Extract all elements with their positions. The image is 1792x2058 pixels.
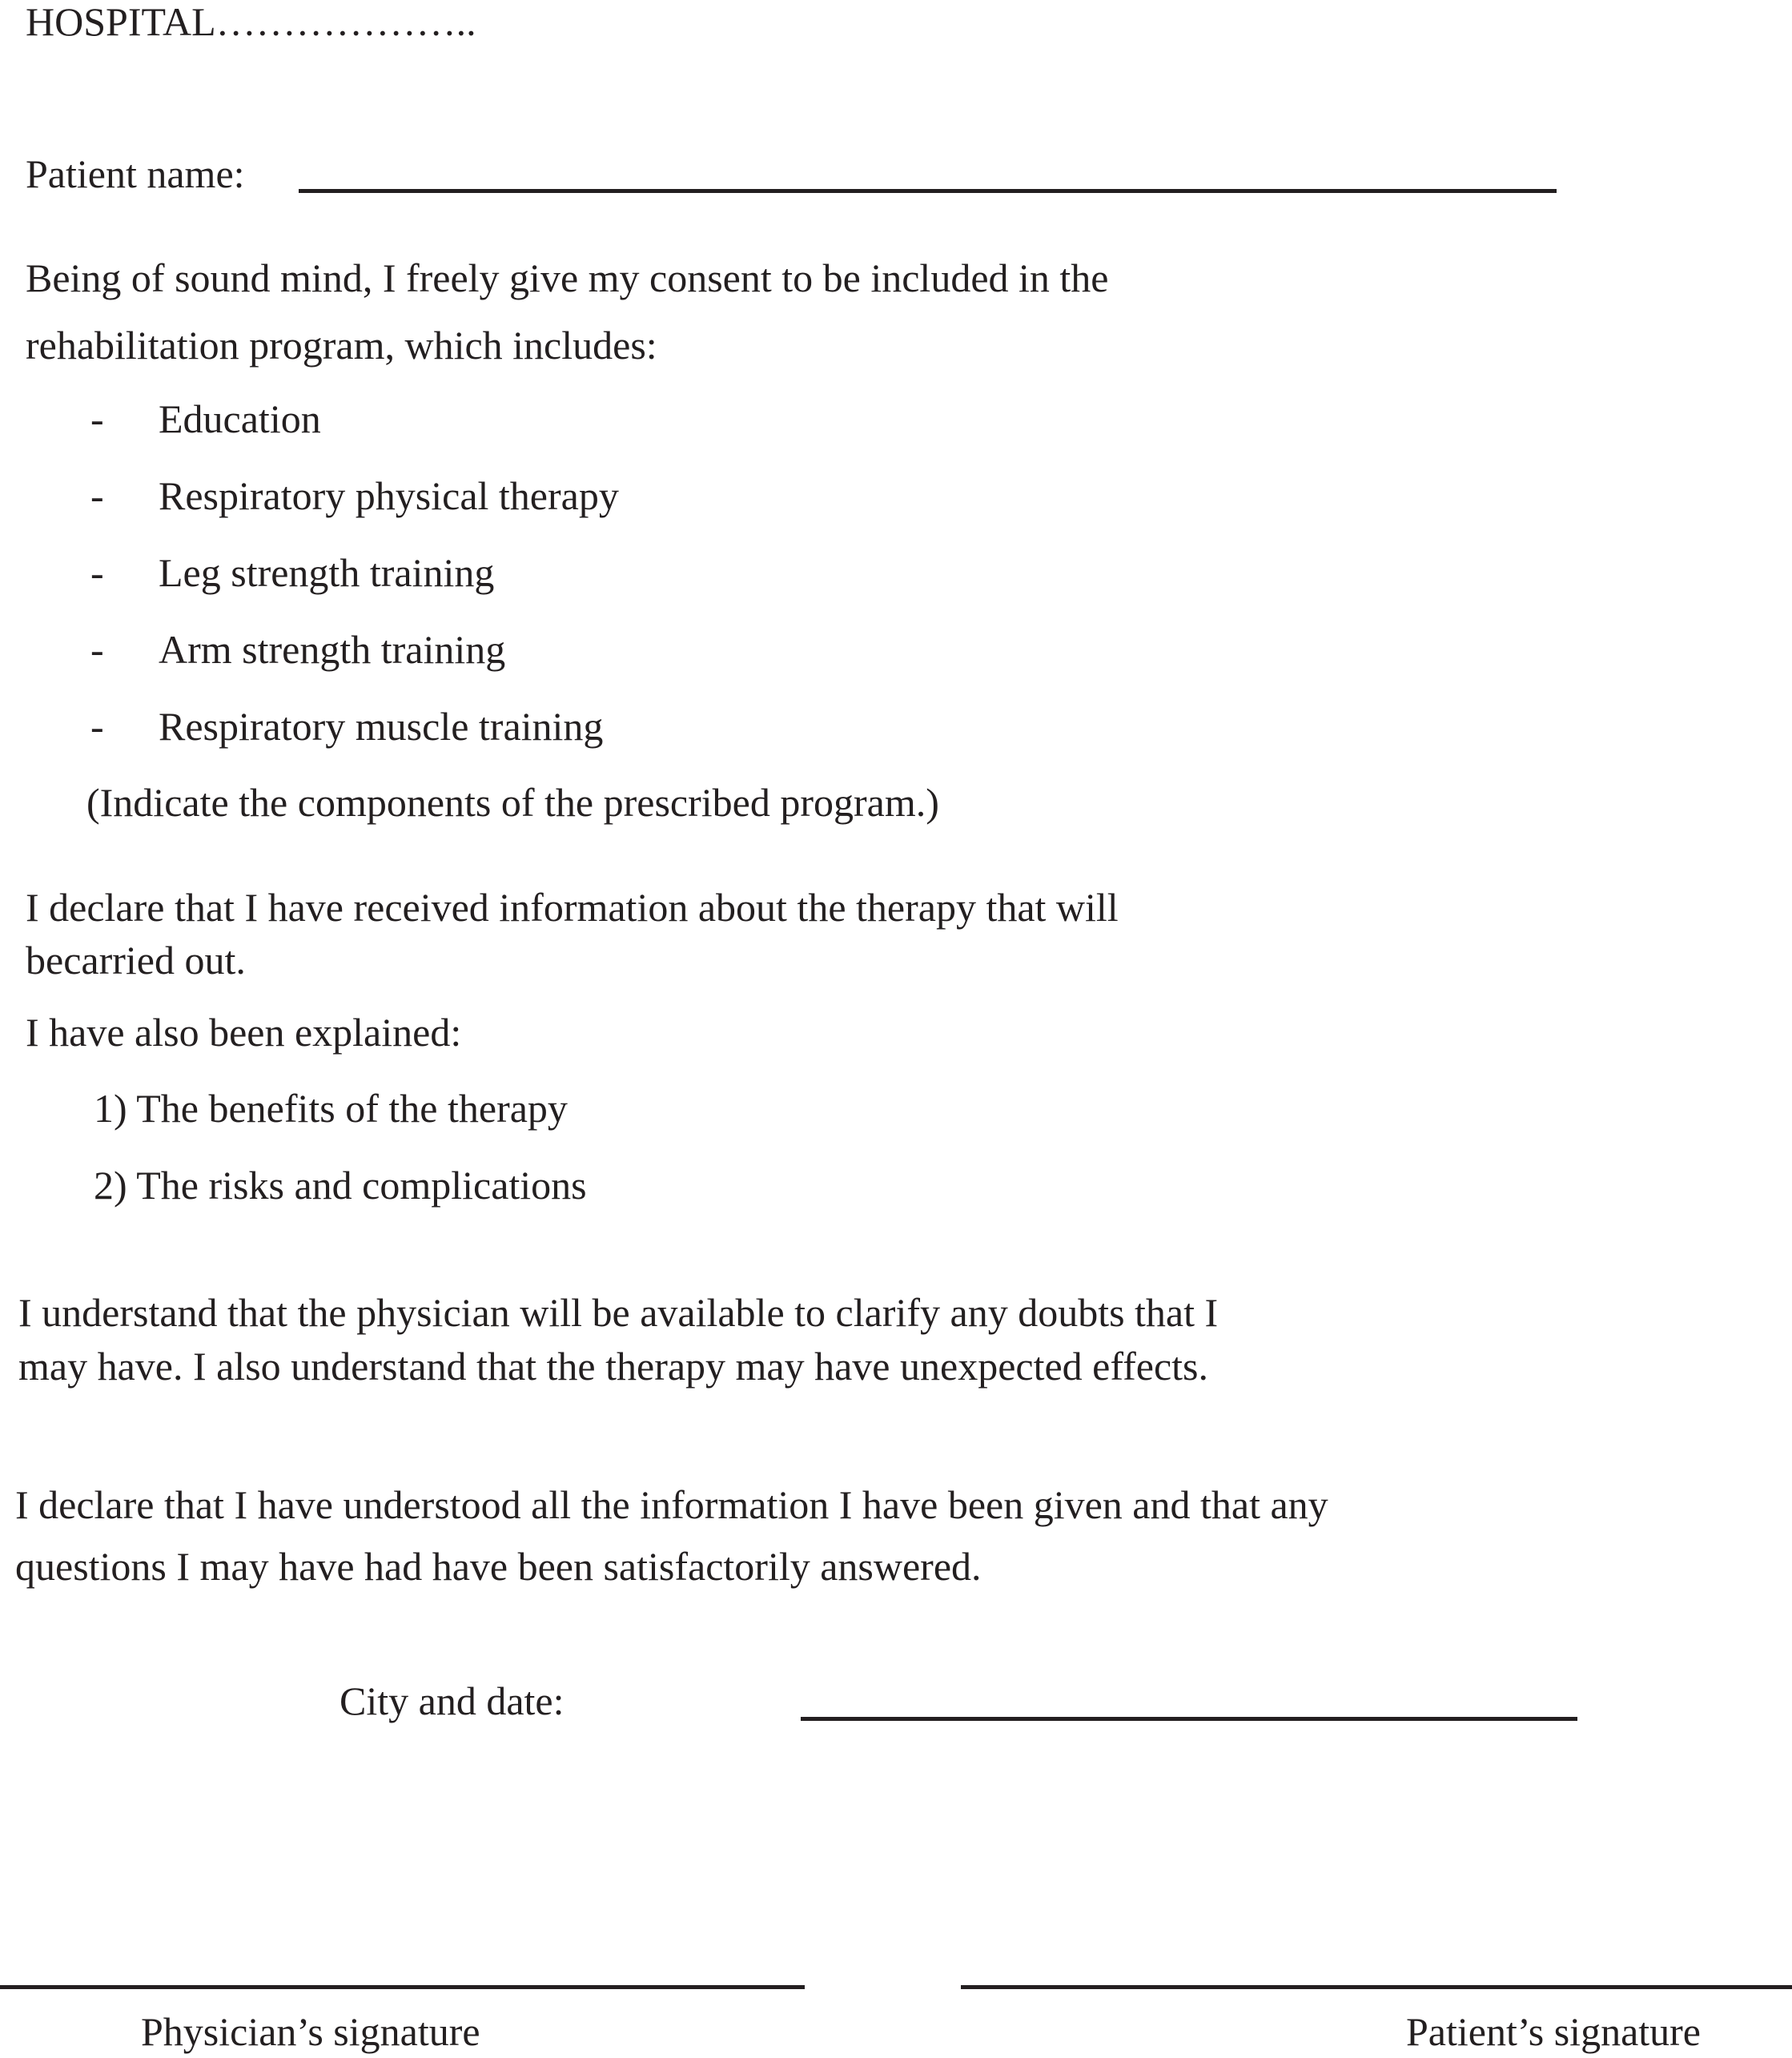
understanding-line-2: may have. I also understand that the therapy may have unexpected effects. <box>18 1344 1208 1389</box>
list-item: Arm strength training <box>159 627 506 672</box>
consent-intro-line-2: rehabilitation program, which includes: <box>26 323 657 368</box>
consent-intro-line-1: Being of sound mind, I freely give my consent to be included in the <box>26 255 1109 300</box>
list-item: Education <box>159 396 321 441</box>
patient-name-label: Patient name: <box>26 151 245 196</box>
bullet-dash: - <box>90 704 104 749</box>
declaration-line-1: I declare that I have understood all the information I have been given and that any <box>15 1482 1328 1527</box>
list-item: Respiratory muscle training <box>159 704 604 749</box>
list-item: Respiratory physical therapy <box>159 473 619 518</box>
bullet-dash: - <box>90 473 104 518</box>
patient-name-field[interactable] <box>299 189 1557 193</box>
bullet-dash: - <box>90 396 104 441</box>
explained-item-risks: 2) The risks and complications <box>94 1163 587 1208</box>
understanding-line-1: I understand that the physician will be available to clarify any doubts that I <box>18 1290 1219 1335</box>
patient-signature-label: Patient’s signature <box>1406 2009 1701 2054</box>
city-date-label: City and date: <box>340 1678 565 1723</box>
components-note: (Indicate the components of the prescribed program.) <box>86 780 939 825</box>
information-line-2: becarried out. <box>26 938 246 983</box>
physician-signature-line[interactable] <box>0 1985 805 1989</box>
bullet-dash: - <box>90 627 104 672</box>
hospital-heading: HOSPITAL……………….. <box>26 0 476 44</box>
physician-signature-label: Physician’s signature <box>141 2009 480 2054</box>
explained-label: I have also been explained: <box>26 1010 462 1055</box>
patient-signature-line[interactable] <box>961 1985 1792 1989</box>
explained-item-benefits: 1) The benefits of the therapy <box>94 1086 568 1131</box>
bullet-dash: - <box>90 550 104 595</box>
information-line-1: I declare that I have received information about the therapy that will <box>26 885 1119 930</box>
declaration-line-2: questions I may have had have been satisfactorily answered. <box>15 1544 982 1589</box>
list-item: Leg strength training <box>159 550 495 595</box>
city-date-field[interactable] <box>801 1717 1577 1721</box>
